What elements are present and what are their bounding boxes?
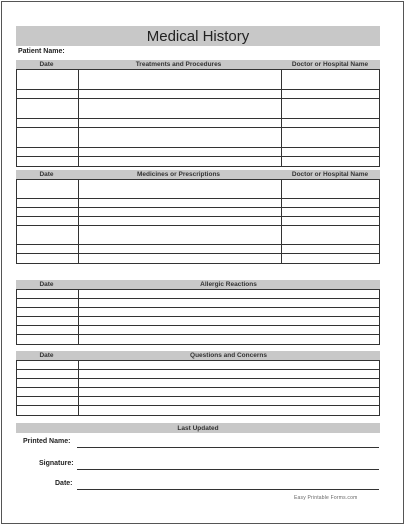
table-row[interactable]: [17, 118, 379, 127]
printed-name-label: Printed Name:: [23, 438, 71, 445]
footer-text: Easy Printable Forms.com: [294, 495, 358, 501]
table-row[interactable]: [17, 289, 379, 298]
table-row[interactable]: [17, 316, 379, 325]
medicines-grid: [16, 179, 380, 264]
table-row[interactable]: [17, 89, 379, 98]
allergic-header-label: Allergic Reactions: [200, 281, 257, 288]
table-row[interactable]: [17, 378, 379, 387]
medicines-header: [16, 170, 380, 179]
form-title: [16, 26, 380, 46]
medicines-section: [16, 170, 380, 264]
table-row[interactable]: [17, 98, 379, 118]
form-page: [1, 1, 404, 524]
allergic-header: [16, 280, 380, 289]
table-row[interactable]: [17, 207, 379, 216]
questions-header: [16, 351, 380, 360]
table-row[interactable]: [17, 69, 379, 89]
date-header: Date: [39, 352, 54, 359]
table-row[interactable]: [17, 307, 379, 316]
doctor-header: Doctor or Hospital Name: [291, 61, 369, 68]
table-row[interactable]: [17, 325, 379, 334]
table-row[interactable]: [17, 369, 379, 378]
table-row[interactable]: [17, 405, 379, 415]
table-row[interactable]: [17, 396, 379, 405]
questions-header-label: Questions and Concerns: [190, 352, 267, 359]
treatments-grid: [16, 69, 380, 167]
treatments-header-label: Treatments and Procedures: [135, 61, 222, 68]
table-row[interactable]: [17, 225, 379, 244]
table-row[interactable]: [17, 360, 379, 369]
last-updated-header: Last Updated: [16, 423, 380, 433]
signature-line[interactable]: [77, 469, 379, 470]
table-row[interactable]: [17, 387, 379, 396]
table-row[interactable]: [17, 156, 379, 166]
table-row[interactable]: [17, 244, 379, 253]
table-row[interactable]: [17, 334, 379, 344]
printed-name-line[interactable]: [77, 447, 379, 448]
patient-name-label: Patient Name:: [18, 48, 65, 55]
table-row[interactable]: [17, 253, 379, 263]
date-header: Date: [39, 171, 54, 178]
date-label: Date:: [55, 480, 73, 487]
table-row[interactable]: [17, 179, 379, 198]
medicines-header-label: Medicines or Prescriptions: [136, 171, 221, 178]
questions-grid: [16, 360, 380, 416]
treatments-header: [16, 60, 380, 69]
questions-section: [16, 351, 380, 416]
date-header: Date: [39, 61, 54, 68]
doctor-header: Doctor or Hospital Name: [291, 171, 369, 178]
allergic-section: [16, 280, 380, 345]
signature-label: Signature:: [39, 460, 74, 467]
allergic-grid: [16, 289, 380, 345]
treatments-section: [16, 60, 380, 167]
form-title-text: Medical History: [146, 27, 250, 45]
table-row[interactable]: [17, 127, 379, 147]
table-row[interactable]: [17, 216, 379, 225]
date-line[interactable]: [77, 489, 379, 490]
table-row[interactable]: [17, 147, 379, 156]
date-header: Date: [39, 281, 54, 288]
table-row[interactable]: [17, 198, 379, 207]
table-row[interactable]: [17, 298, 379, 307]
